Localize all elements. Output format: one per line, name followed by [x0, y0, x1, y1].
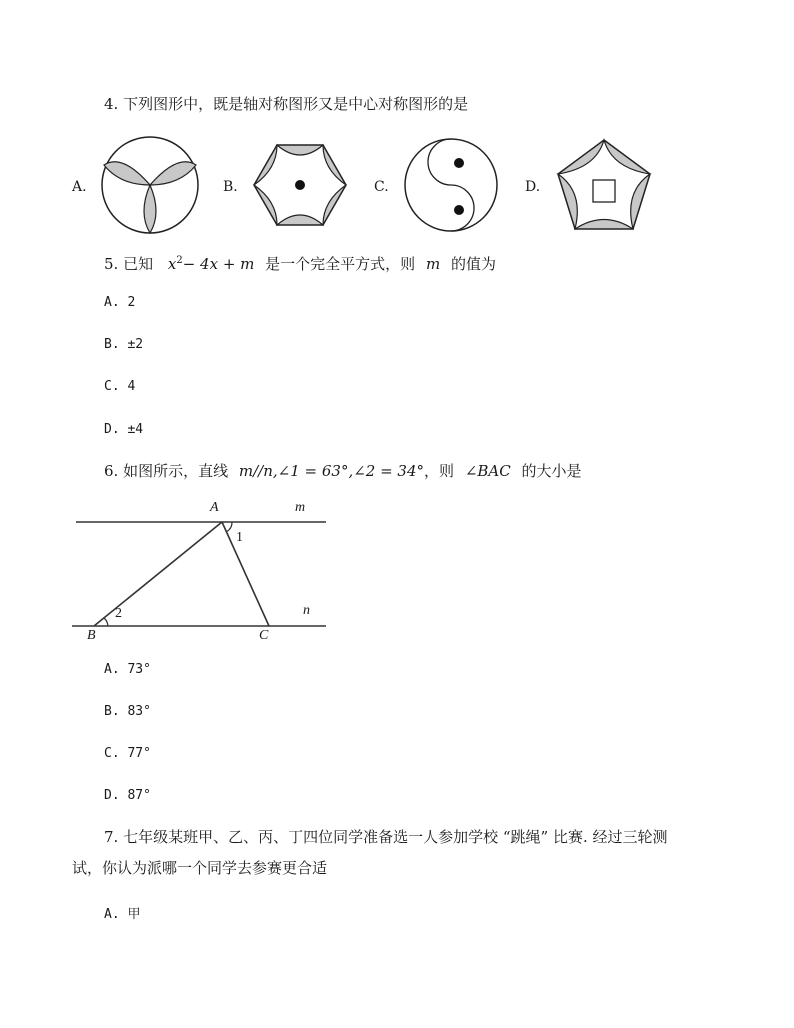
q6-suffix: 的大小是	[521, 462, 582, 480]
q6-figure-parallel-lines-triangle	[72, 505, 332, 645]
q6-label-m: m	[295, 500, 306, 515]
q7-option-a: A. 甲	[104, 907, 141, 922]
q5-option-a: A. 2	[104, 295, 136, 310]
q6-label-n: n	[303, 603, 310, 618]
q5-option-c: C. 4	[104, 379, 136, 394]
q5-prefix: 5. 已知	[104, 255, 154, 273]
q6-label-a: A	[210, 500, 219, 515]
q4-option-c-label: C.	[374, 179, 389, 195]
q4-figure-d-pentagon	[556, 138, 652, 232]
q6-prefix: 6. 如图所示，直线	[104, 462, 229, 480]
q6-segment-ab	[94, 522, 222, 626]
q6-angle1-arc	[226, 522, 232, 532]
q5-var-m: m	[425, 255, 441, 273]
q6-label-2: 2	[115, 606, 122, 621]
q6-angle2-arc	[103, 618, 108, 626]
q6-option-b: B. 83°	[104, 704, 151, 719]
q6-label-b: B	[87, 628, 96, 643]
q4-figure-c-yin-yang	[404, 138, 498, 232]
q4-option-a-label: A.	[72, 179, 87, 195]
q4-stem: 4. 下列图形中，既是轴对称图形又是中心对称图形的是	[104, 95, 469, 113]
q5-option-d: D. ±4	[104, 422, 144, 437]
q6-label-1: 1	[236, 530, 243, 545]
q6-option-d: D. 87°	[104, 788, 151, 803]
q4-option-d-label: D.	[525, 179, 541, 195]
q6-mid: ，则	[424, 462, 455, 480]
q7-stem-line2: 试，你认为派哪一个同学去参赛更合适	[72, 859, 328, 877]
q6-angle: ∠BAC	[464, 462, 511, 480]
q6-segment-ac	[222, 522, 269, 626]
q6-condition: m//n,∠1 = 63°,∠2 = 34°	[238, 462, 425, 480]
q5-expr-rest: − 4x + m	[182, 255, 255, 273]
q6-label-c: C	[259, 628, 269, 643]
q5-mid: 是一个完全平方式，则	[265, 255, 416, 273]
q5-stem	[104, 252, 496, 273]
q5-expr-exponent: 2	[176, 255, 183, 266]
q4-figure-a-three-petal-circle	[100, 135, 200, 235]
q5-option-b: B. ±2	[104, 337, 144, 352]
q5-suffix: 的值为	[450, 255, 496, 273]
q6-option-c: C. 77°	[104, 746, 151, 761]
q4-figure-b-hexagon	[253, 143, 347, 227]
q6-option-a: A. 73°	[104, 662, 151, 677]
q4-option-b-label: B.	[223, 179, 238, 195]
q6-stem	[104, 462, 582, 480]
q5-expr-x: x	[167, 255, 177, 273]
q7-stem-line1: 7. 七年级某班甲、乙、丙、丁四位同学准备选一人参加学校 “跳绳” 比赛. 经过三轮测	[104, 828, 668, 846]
